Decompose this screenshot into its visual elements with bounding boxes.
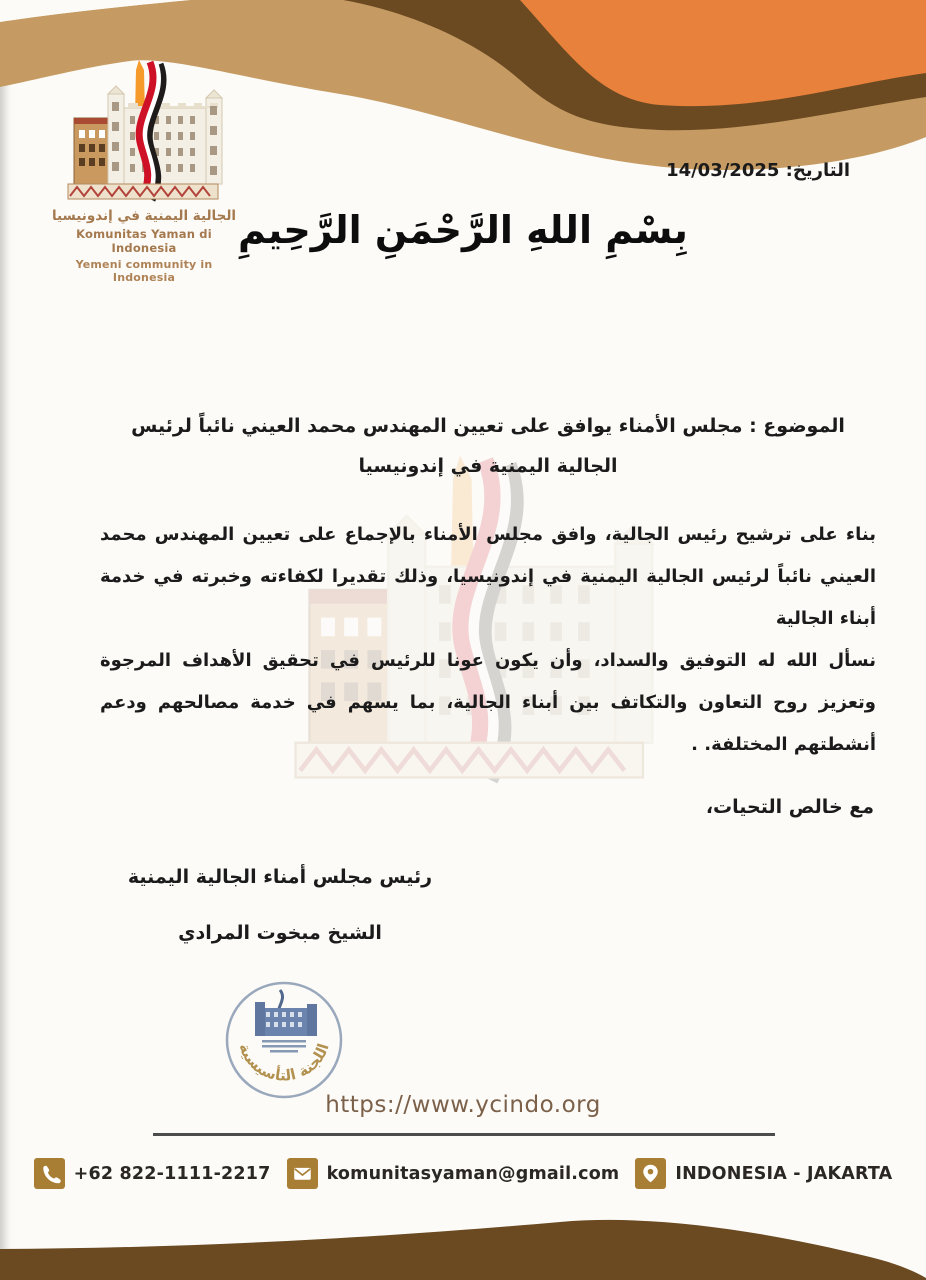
logo-title-arabic: الجالية اليمنية في إندونيسيا — [51, 208, 237, 224]
email-icon — [287, 1158, 318, 1189]
location-contact — [635, 1158, 892, 1189]
location-pin-icon — [635, 1158, 666, 1189]
phone-icon — [34, 1158, 65, 1189]
logo-title-indonesian: Komunitas Yaman di Indonesia — [76, 227, 212, 255]
signer-title: رئيس مجلس أمناء الجالية اليمنية — [127, 866, 433, 888]
stamp-curved-text: اللجنة التأسيسية — [235, 1040, 333, 1085]
website-link: https://www.ycindo.org — [325, 1092, 601, 1118]
email-address: komunitasyaman@gmail.com — [326, 1163, 620, 1184]
palace-logo-icon — [44, 56, 234, 206]
paragraph-1: بناء على ترشيح رئيس الجالية، وافق مجلس الأمناء بالإجماع على تعيين المهندس محمد العيني نائباً لرئيس الجالية اليمنية في إندونيسيا، وذلك تقديرا لكفاءته وخبرته في خدمة أبناء الجالية — [100, 524, 876, 629]
signer-name: الشيخ مبخوت المرادي — [178, 922, 382, 944]
subject-line: الموضوع : مجلس الأمناء يوافق على تعيين المهندس محمد العيني نائباً لرئيس الجالية اليمنية في إندونيسيا — [131, 415, 845, 477]
location-text: INDONESIA - JAKARTA — [675, 1163, 893, 1184]
phone-contact — [34, 1158, 271, 1189]
phone-number: +62 822-1111-2217 — [73, 1163, 271, 1184]
logo-title-english: Yemeni community in Indonesia — [75, 258, 213, 284]
stamp-palace-icon — [255, 990, 317, 1053]
palace-shape — [108, 108, 222, 184]
bottom-wave-banner — [0, 1190, 926, 1280]
tower-roofband — [74, 118, 110, 124]
founding-committee-stamp — [222, 978, 346, 1102]
closing-salutation: مع خالص التحيات، — [705, 796, 874, 818]
email-contact — [287, 1158, 620, 1189]
bottom-brown-wave-shape — [0, 1220, 926, 1280]
signature-block — [110, 866, 450, 944]
contact-footer — [0, 1158, 926, 1189]
footer-divider — [153, 1133, 775, 1136]
paragraph-2: نسأل الله له التوفيق والسداد، وأن يكون عونا للرئيس في تحقيق الأهداف المرجوة وتعزيز روح التعاون والتكاتف بين أبناء الجالية، بما يسهم في خدمة مصالحهم ودعم أنشطتهم المختلفة. . — [100, 650, 876, 755]
date-line: التاريخ: 14/03/2025 — [666, 160, 850, 181]
bismillah-calligraphy: بِسْمِ اللهِ الرَّحْمَنِ الرَّحِيمِ — [238, 208, 688, 252]
